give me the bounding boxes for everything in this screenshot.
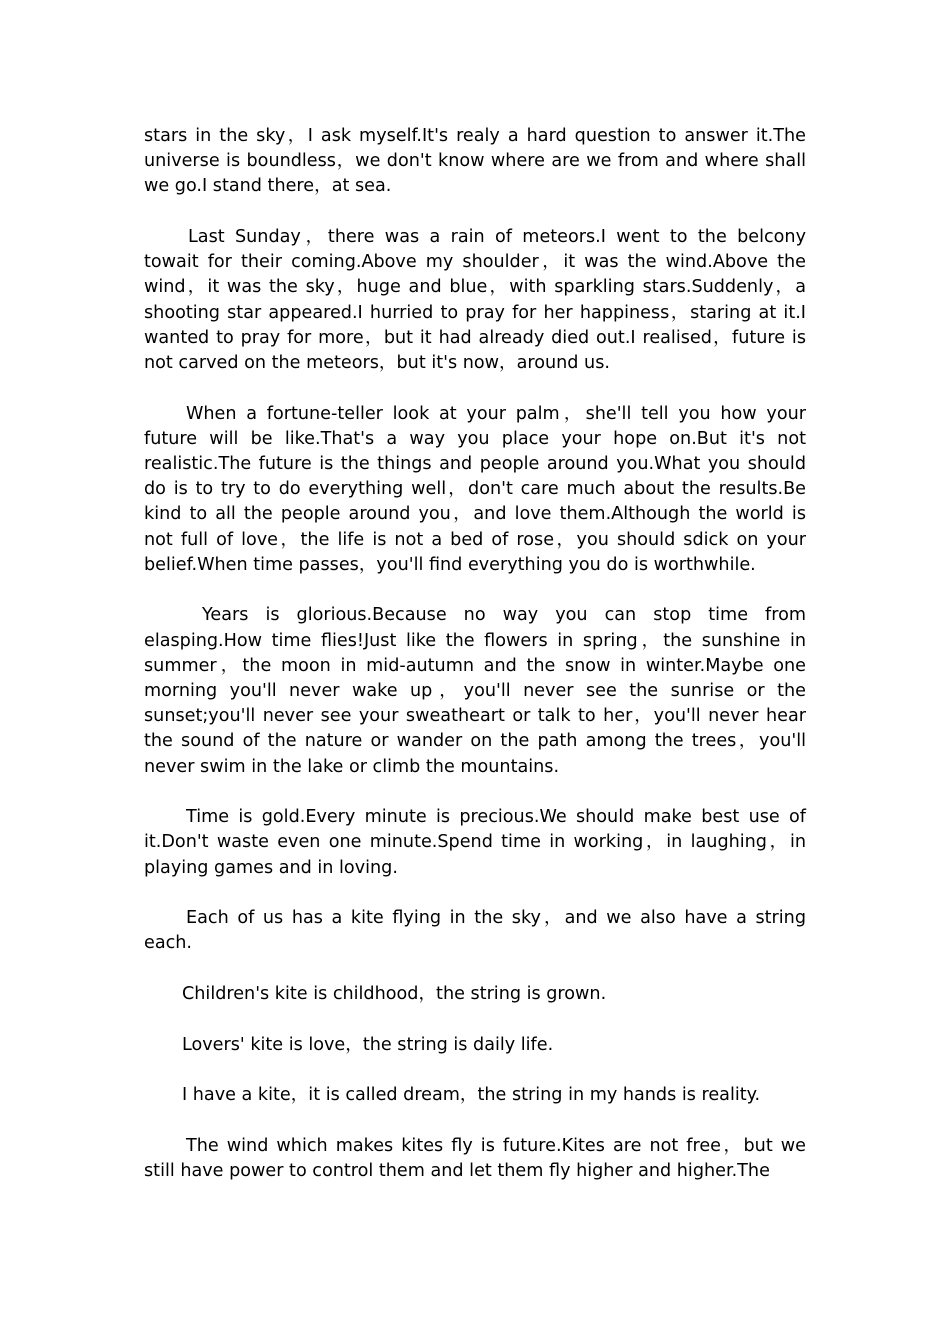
paragraph-stars: stars in the sky，I ask myself.It's realy a hard question to answer it.The universe is boundless，we don't know where are we from and where shall we go.I stand there，at sea. bbox=[144, 126, 806, 197]
paragraph-wind-future: The wind which makes kites fly is future.Kites are not free，but we still have power to control them and let them fly higher and higher.The bbox=[144, 1135, 806, 1182]
paragraph-children-kite: Children's kite is childhood，the string is grown. bbox=[182, 984, 607, 1005]
paragraph-dream-kite: I have a kite，it is called dream，the string in my hands is reality. bbox=[182, 1085, 761, 1106]
paragraph-fortune-teller: When a fortune-teller look at your palm，she'll tell you how your future will be like.That's a way you place your hope on.But it's not realistic.The future is the things and people around you.What you should do is to try to do everything well，don't care much about the results.Be kind to all the people around you，and love them.Although the world is not full of love，the life is not a bed of rose，you should sdick on your belief.When time passes，you'll find everything you do is worthwhile. bbox=[144, 403, 806, 575]
paragraph-years-glorious: Years is glorious.Because no way you can stop time from elasping.How time flies!Just like the flowers in spring，the sunshine in summer，the moon in mid-autumn and the snow in winter.Maybe one morning you'll never wake up，you'll never see the sunrise or the sunset;you'll never see your sweatheart or talk to her，you'll never hear the sound of the nature or wander on the path among the trees，you'll never swim in the lake or climb the mountains. bbox=[144, 605, 806, 777]
paragraph-last-sunday: Last Sunday，there was a rain of meteors.I went to the belcony towait for their coming.Above my shoulder，it was the wind.Above the wind，it was the sky，huge and blue，with sparkling stars.Suddenly，a shooting star appeared.I hurried to pray for her happiness，staring at it.I wanted to pray for more，but it had already died out.I realised，future is not carved on the meteors，but it's now，around us. bbox=[144, 227, 806, 374]
document-body bbox=[144, 124, 806, 1210]
paragraph-kite-intro: Each of us has a kite flying in the sky，and we also have a string each. bbox=[144, 908, 806, 954]
paragraph-lovers-kite: Lovers' kite is love，the string is daily life. bbox=[182, 1034, 554, 1055]
paragraph-time-gold: Time is gold.Every minute is precious.We should make best use of it.Don't waste even one minute.Spend time in working，in laughing，in playing games and in loving. bbox=[144, 807, 806, 878]
